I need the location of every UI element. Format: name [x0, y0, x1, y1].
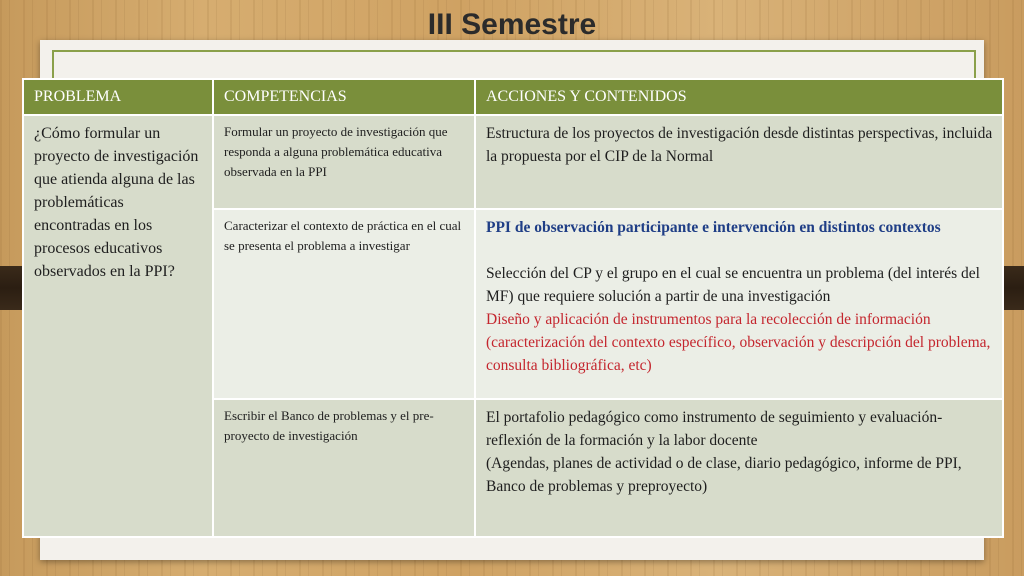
competencia-cell — [213, 115, 475, 209]
competencia-cell — [213, 209, 475, 399]
acciones-cell — [475, 209, 1003, 399]
acciones-note: (Agendas, planes de actividad o de clase, diario pedagógico, informe de PPI, Banco de problemas y preproyecto) — [486, 455, 962, 495]
acciones-text: Estructura de los proyectos de investigación desde distintas perspectivas, incluida la propuesta por el CIP de la Normal — [486, 125, 993, 165]
header-competencias: COMPETENCIAS — [213, 79, 475, 115]
acciones-text: El portafolio pedagógico como instrumento de seguimiento y evaluación- reflexión de la formación y la labor docente — [486, 409, 943, 449]
acciones-cell — [475, 115, 1003, 209]
problem-text: ¿Cómo formular un proyecto de investigación que atienda alguna de las problemáticas encontradas en los procesos educativos observados en la PPI? — [34, 125, 199, 280]
competencia-text: Formular un proyecto de investigación que responda a alguna problemática educativa observada en la PPI — [224, 124, 448, 179]
acciones-body: Selección del CP y el grupo en el cual se encuentra un problema (del interés del MF) que requiere solución a partir de una investigación — [486, 265, 980, 305]
competencia-text: Caracterizar el contexto de práctica en el cual se presenta el problema a investigar — [224, 218, 462, 253]
competencia-cell — [213, 399, 475, 537]
competencia-text: Escribir el Banco de problemas y el pre-proyecto de investigación — [224, 408, 434, 443]
acciones-cell — [475, 399, 1003, 537]
paper-frame — [52, 50, 976, 80]
header-problema: PROBLEMA — [23, 79, 213, 115]
table-row — [23, 115, 1003, 209]
table-header-row — [23, 79, 1003, 115]
semester-table — [22, 78, 1004, 538]
acciones-highlight: Diseño y aplicación de instrumentos para la recolección de información (caracterización del contexto específico, observación y descripción del problema, consulta bibliográfica, etc) — [486, 311, 991, 374]
header-acciones: ACCIONES Y CONTENIDOS — [475, 79, 1003, 115]
spacer — [486, 239, 994, 262]
problem-cell — [23, 115, 213, 537]
slide-title: III Semestre — [427, 8, 597, 41]
acciones-heading: PPI de observación participante e intervención en distintos contextos — [486, 219, 941, 236]
